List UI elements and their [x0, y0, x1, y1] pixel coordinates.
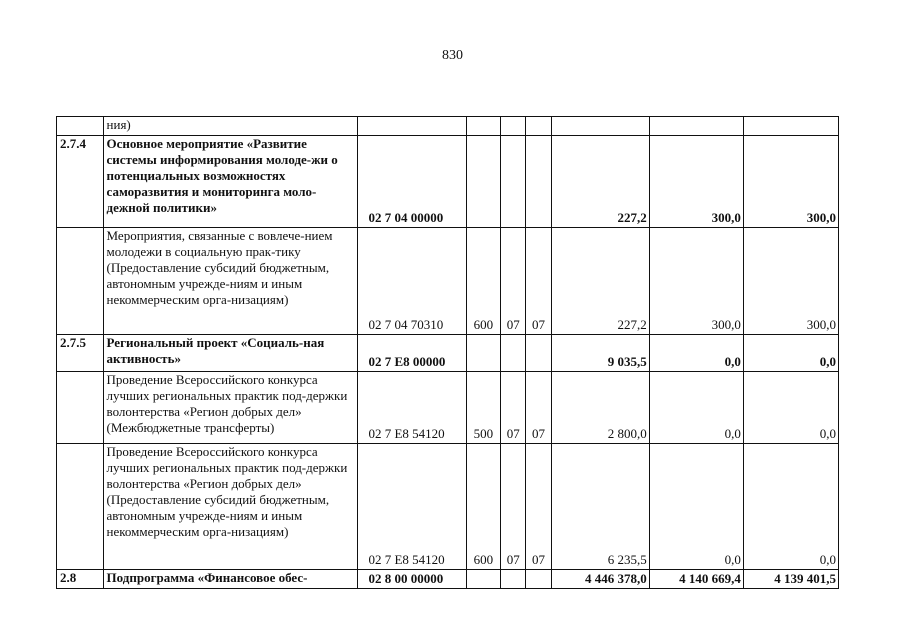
table-row	[57, 117, 839, 136]
table-row	[57, 372, 839, 444]
row-pr	[526, 117, 551, 136]
row-value-3: 0,0	[743, 444, 838, 570]
row-value-3: 300,0	[743, 228, 838, 335]
row-vr: 500	[466, 372, 500, 444]
row-name: Подпрограмма «Финансовое обес-	[103, 570, 358, 589]
row-value-2: 0,0	[649, 372, 743, 444]
row-name: Проведение Всероссийского конкурса лучших региональных практик под-держки волонтерства «Регион добрых дел» (Межбюджетные трансферты)	[103, 372, 358, 444]
table-row	[57, 228, 839, 335]
row-code: 2.7.5	[57, 335, 104, 372]
row-vr: 600	[466, 444, 500, 570]
row-value-3: 4 139 401,5	[743, 570, 838, 589]
table-row	[57, 136, 839, 228]
row-code	[57, 117, 104, 136]
row-csr-code: 02 7 04 70310	[358, 228, 466, 335]
row-csr-code: 02 7 E8 00000	[358, 335, 466, 372]
row-value-2: 300,0	[649, 136, 743, 228]
row-rz	[501, 570, 526, 589]
row-name: Основное мероприятие «Развитие системы информирования молоде-жи о потенциальных возможностях саморазвития и мониторинга моло-дежной политики»	[103, 136, 358, 228]
row-value-3	[743, 117, 838, 136]
row-pr	[526, 570, 551, 589]
row-value-3: 0,0	[743, 372, 838, 444]
row-code	[57, 444, 104, 570]
row-value-2: 300,0	[649, 228, 743, 335]
row-name: Региональный проект «Социаль-ная активность»	[103, 335, 358, 372]
row-value-1: 4 446 378,0	[551, 570, 649, 589]
table-row	[57, 570, 839, 589]
row-name: ния)	[103, 117, 358, 136]
budget-table	[56, 116, 839, 589]
row-name: Мероприятия, связанные с вовлече-нием молодежи в социальную прак-тику (Предоставление субсидий бюджетным, автономным учрежде-ниям и иным некоммерческим орга-низациям)	[103, 228, 358, 335]
row-csr-code: 02 7 E8 54120	[358, 444, 466, 570]
row-code	[57, 372, 104, 444]
row-value-2: 4 140 669,4	[649, 570, 743, 589]
row-value-1: 227,2	[551, 228, 649, 335]
row-code: 2.7.4	[57, 136, 104, 228]
row-vr	[466, 570, 500, 589]
row-csr-code: 02 8 00 00000	[358, 570, 466, 589]
row-value-1	[551, 117, 649, 136]
row-csr-code: 02 7 E8 54120	[358, 372, 466, 444]
row-code	[57, 228, 104, 335]
row-vr	[466, 136, 500, 228]
row-rz	[501, 136, 526, 228]
row-value-3: 0,0	[743, 335, 838, 372]
row-rz: 07	[501, 444, 526, 570]
row-pr: 07	[526, 228, 551, 335]
row-rz: 07	[501, 372, 526, 444]
row-vr: 600	[466, 228, 500, 335]
row-csr-code	[358, 117, 466, 136]
row-pr	[526, 335, 551, 372]
row-value-1: 6 235,5	[551, 444, 649, 570]
row-rz	[501, 117, 526, 136]
row-value-2: 0,0	[649, 444, 743, 570]
row-code: 2.8	[57, 570, 104, 589]
row-vr	[466, 335, 500, 372]
row-name: Проведение Всероссийского конкурса лучших региональных практик под-держки волонтерства «Регион добрых дел» (Предоставление субсидий бюджетным, автономным учрежде-ниям и иным некоммерческим орга-низациям)	[103, 444, 358, 570]
row-pr: 07	[526, 372, 551, 444]
row-pr	[526, 136, 551, 228]
row-pr: 07	[526, 444, 551, 570]
row-value-3: 300,0	[743, 136, 838, 228]
table-row	[57, 335, 839, 372]
row-value-1: 227,2	[551, 136, 649, 228]
row-value-1: 2 800,0	[551, 372, 649, 444]
row-value-2	[649, 117, 743, 136]
row-rz	[501, 335, 526, 372]
row-value-1: 9 035,5	[551, 335, 649, 372]
row-rz: 07	[501, 228, 526, 335]
table-row	[57, 444, 839, 570]
page-number: 830	[442, 48, 463, 63]
row-value-2: 0,0	[649, 335, 743, 372]
row-vr	[466, 117, 500, 136]
row-csr-code: 02 7 04 00000	[358, 136, 466, 228]
